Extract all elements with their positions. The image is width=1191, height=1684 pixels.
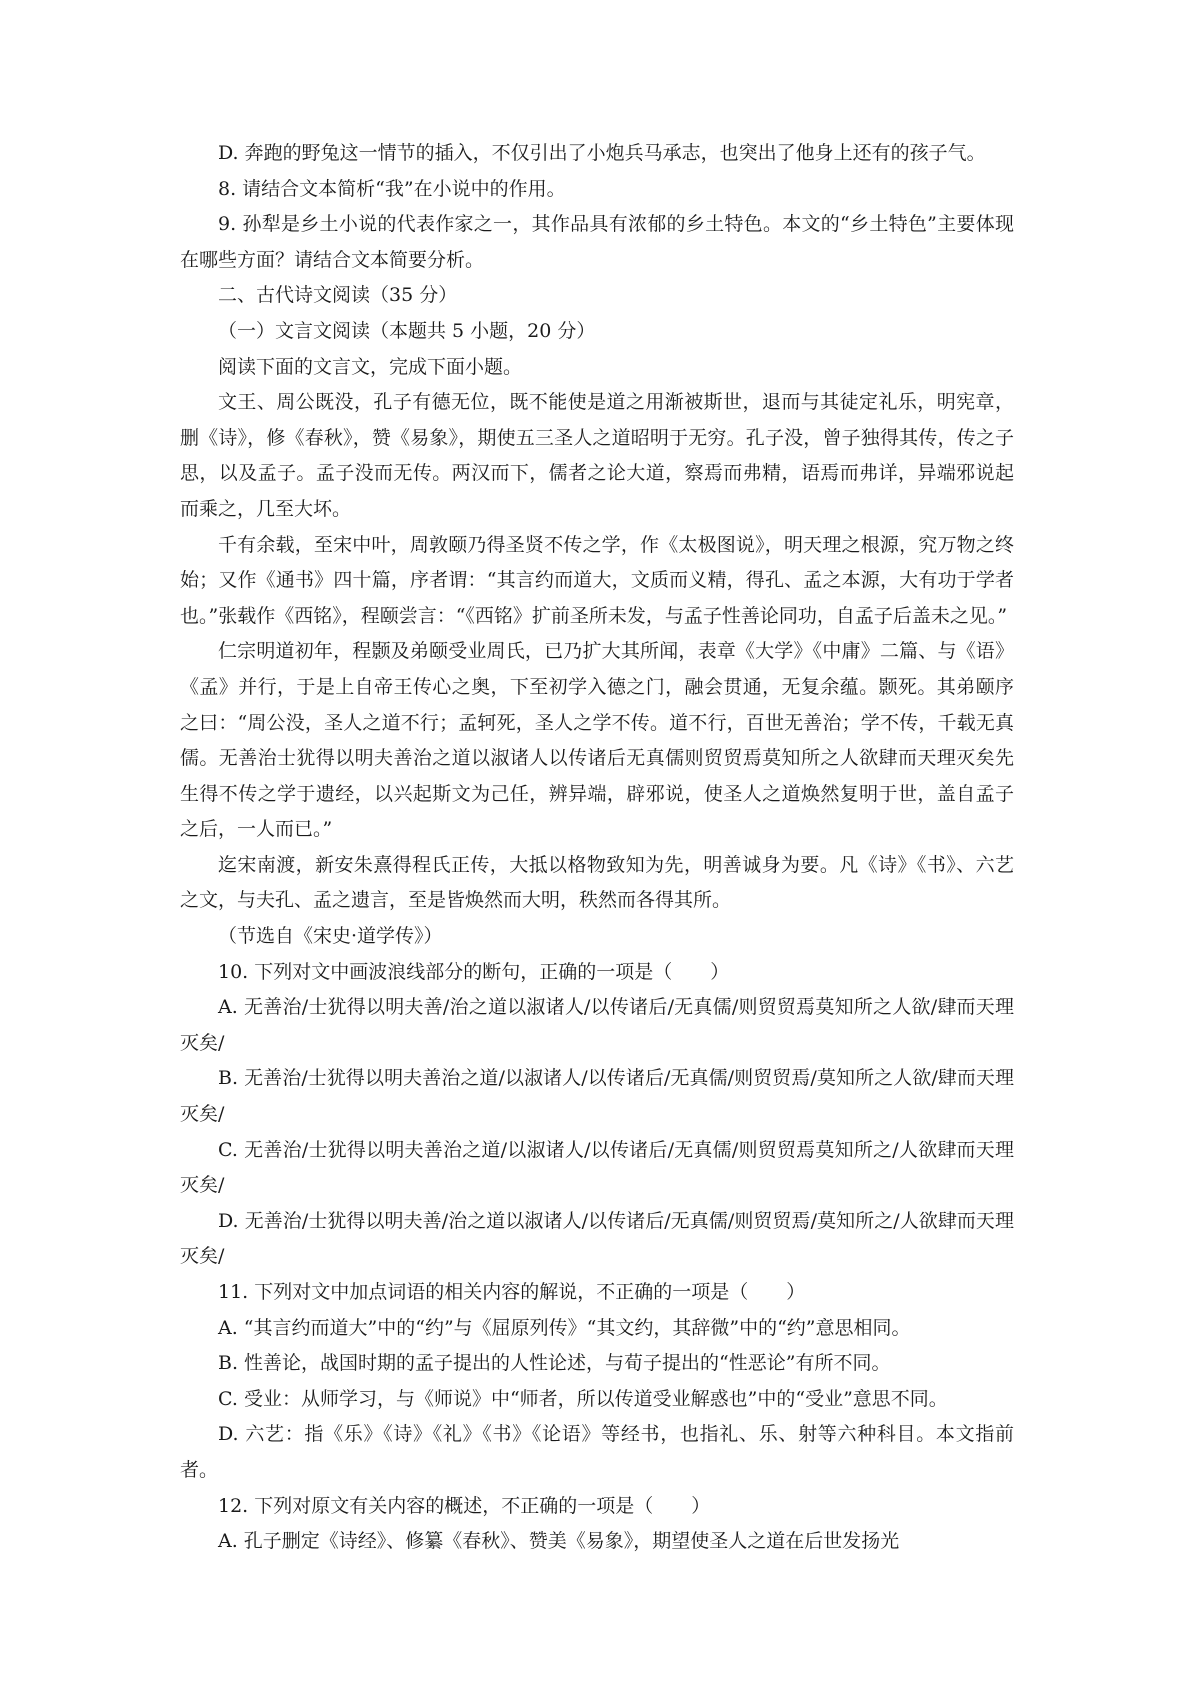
option-a-q11: A. “其言约而道大”中的“约”与《屈原列传》“其文约，其辞微”中的“约”意思相同。 — [218, 1316, 911, 1339]
passage-paragraph-2: 千有余载，至宋中叶，周敦颐乃得圣贤不传之学，作《太极图说》，明天理之根源，究万物之终始；又作《通书》四十篇，序者谓：“其言约而道大，文质而义精，得孔、孟之本源，大有功于学者也。”张载作《西铭》，程颐尝言：“《西铭》扩前圣所未发，与孟子性善论同功，自孟子后盖未之见。” — [180, 533, 1014, 627]
section-heading: 二、古代诗文阅读（35 分） — [218, 284, 458, 307]
passage-source: （节选自《宋史·道学传》） — [218, 925, 443, 948]
option-d-q7: D. 奔跑的野兔这一情节的插入，不仅引出了小炮兵马承志，也突出了他身上还有的孩子气。 — [218, 142, 986, 164]
option-a-q10: A. 无善治/士犹得以明夫善/治之道以淑诸人/以传诸后/无真儒/则贸贸焉莫知所之人欲/肆而天理灭矣/ — [180, 996, 1014, 1054]
option-d-q11: D. 六艺：指《乐》《诗》《礼》《书》《论语》等经书，也指礼、乐、射等六种科目。本文指前者。 — [180, 1423, 1014, 1481]
option-c-q10: C. 无善治/士犹得以明夫善治之道/以淑诸人/以传诸后/无真儒/则贸贸焉莫知所之/人欲肆而天理灭矣/ — [180, 1138, 1014, 1197]
question-9: 9. 孙犁是乡土小说的代表作家之一，其作品具有浓郁的乡土特色。本文的“乡土特色”主要体现在哪些方面？请结合文本简要分析。 — [180, 213, 1014, 271]
question-8: 8. 请结合文本简析“我”在小说中的作用。 — [218, 177, 566, 200]
question-11: 11. 下列对文中加点词语的相关内容的解说，不正确的一项是（ ） — [218, 1281, 806, 1303]
question-12: 12. 下列对原文有关内容的概述，不正确的一项是（ ） — [218, 1494, 711, 1517]
subsection-heading: （一）文言文阅读（本题共 5 小题，20 分） — [218, 319, 596, 342]
option-d-q10: D. 无善治/士犹得以明夫善/治之道以淑诸人/以传诸后/无真儒/则贸贸焉/莫知所之/人欲肆而天理灭矣/ — [180, 1209, 1014, 1268]
passage-paragraph-1: 文王、周公既没，孔子有德无位，既不能使是道之用渐被斯世，退而与其徒定礼乐，明宪章，删《诗》，修《春秋》，赞《易象》，期使五三圣人之道昭明于无穷。孔子没，曾子独得其传，传之子思，以及孟子。孟子没而无传。两汉而下，儒者之论大道，察焉而弗精，语焉而弗详，异端邪说起而乘之，几至大坏。 — [180, 391, 1014, 520]
question-10: 10. 下列对文中画波浪线部分的断句，正确的一项是（ ） — [218, 960, 730, 983]
option-a-q12: A. 孔子删定《诗经》、修纂《春秋》、赞美《易象》，期望使圣人之道在后世发扬光 — [218, 1530, 900, 1553]
passage-paragraph-3: 仁宗明道初年，程颢及弟颐受业周氏，已乃扩大其所闻，表章《大学》《中庸》二篇、与《语》《孟》并行，于是上自帝王传心之奥，下至初学入德之门，融会贯通，无复余蕴。颢死。其弟颐序之曰：“周公没，圣人之道不行；孟轲死，圣人之学不传。道不行，百世无善治；学不传，千载无真儒。无善治士犹得以明夫善治之道以淑诸人以传诸后无真儒则贸贸焉莫知所之人欲肆而天理灭矣先生得不传之学于遗经，以兴起斯文为己任，辨异端，辟邪说，使圣人之道焕然复明于世，盖自孟子之后，一人而已。” — [180, 640, 1014, 841]
reading-instruction: 阅读下面的文言文，完成下面小题。 — [218, 355, 523, 378]
option-b-q10: B. 无善治/士犹得以明夫善治之道/以淑诸人/以传诸后/无真儒/则贸贸焉/莫知所之人欲/肆而天理灭矣/ — [180, 1067, 1014, 1126]
option-b-q11: B. 性善论，战国时期的孟子提出的人性论述，与荀子提出的“性恶论”有所不同。 — [218, 1352, 891, 1375]
passage-paragraph-4: 迄宋南渡，新安朱熹得程氏正传，大抵以格物致知为先，明善诚身为要。凡《诗》《书》、六艺之文，与夫孔、孟之遗言，至是皆焕然而大明，秩然而各得其所。 — [180, 853, 1014, 912]
document-page — [180, 136, 1014, 1560]
option-c-q11: C. 受业：从师学习，与《师说》中“师者，所以传道受业解惑也”中的“受业”意思不同。 — [218, 1387, 948, 1410]
